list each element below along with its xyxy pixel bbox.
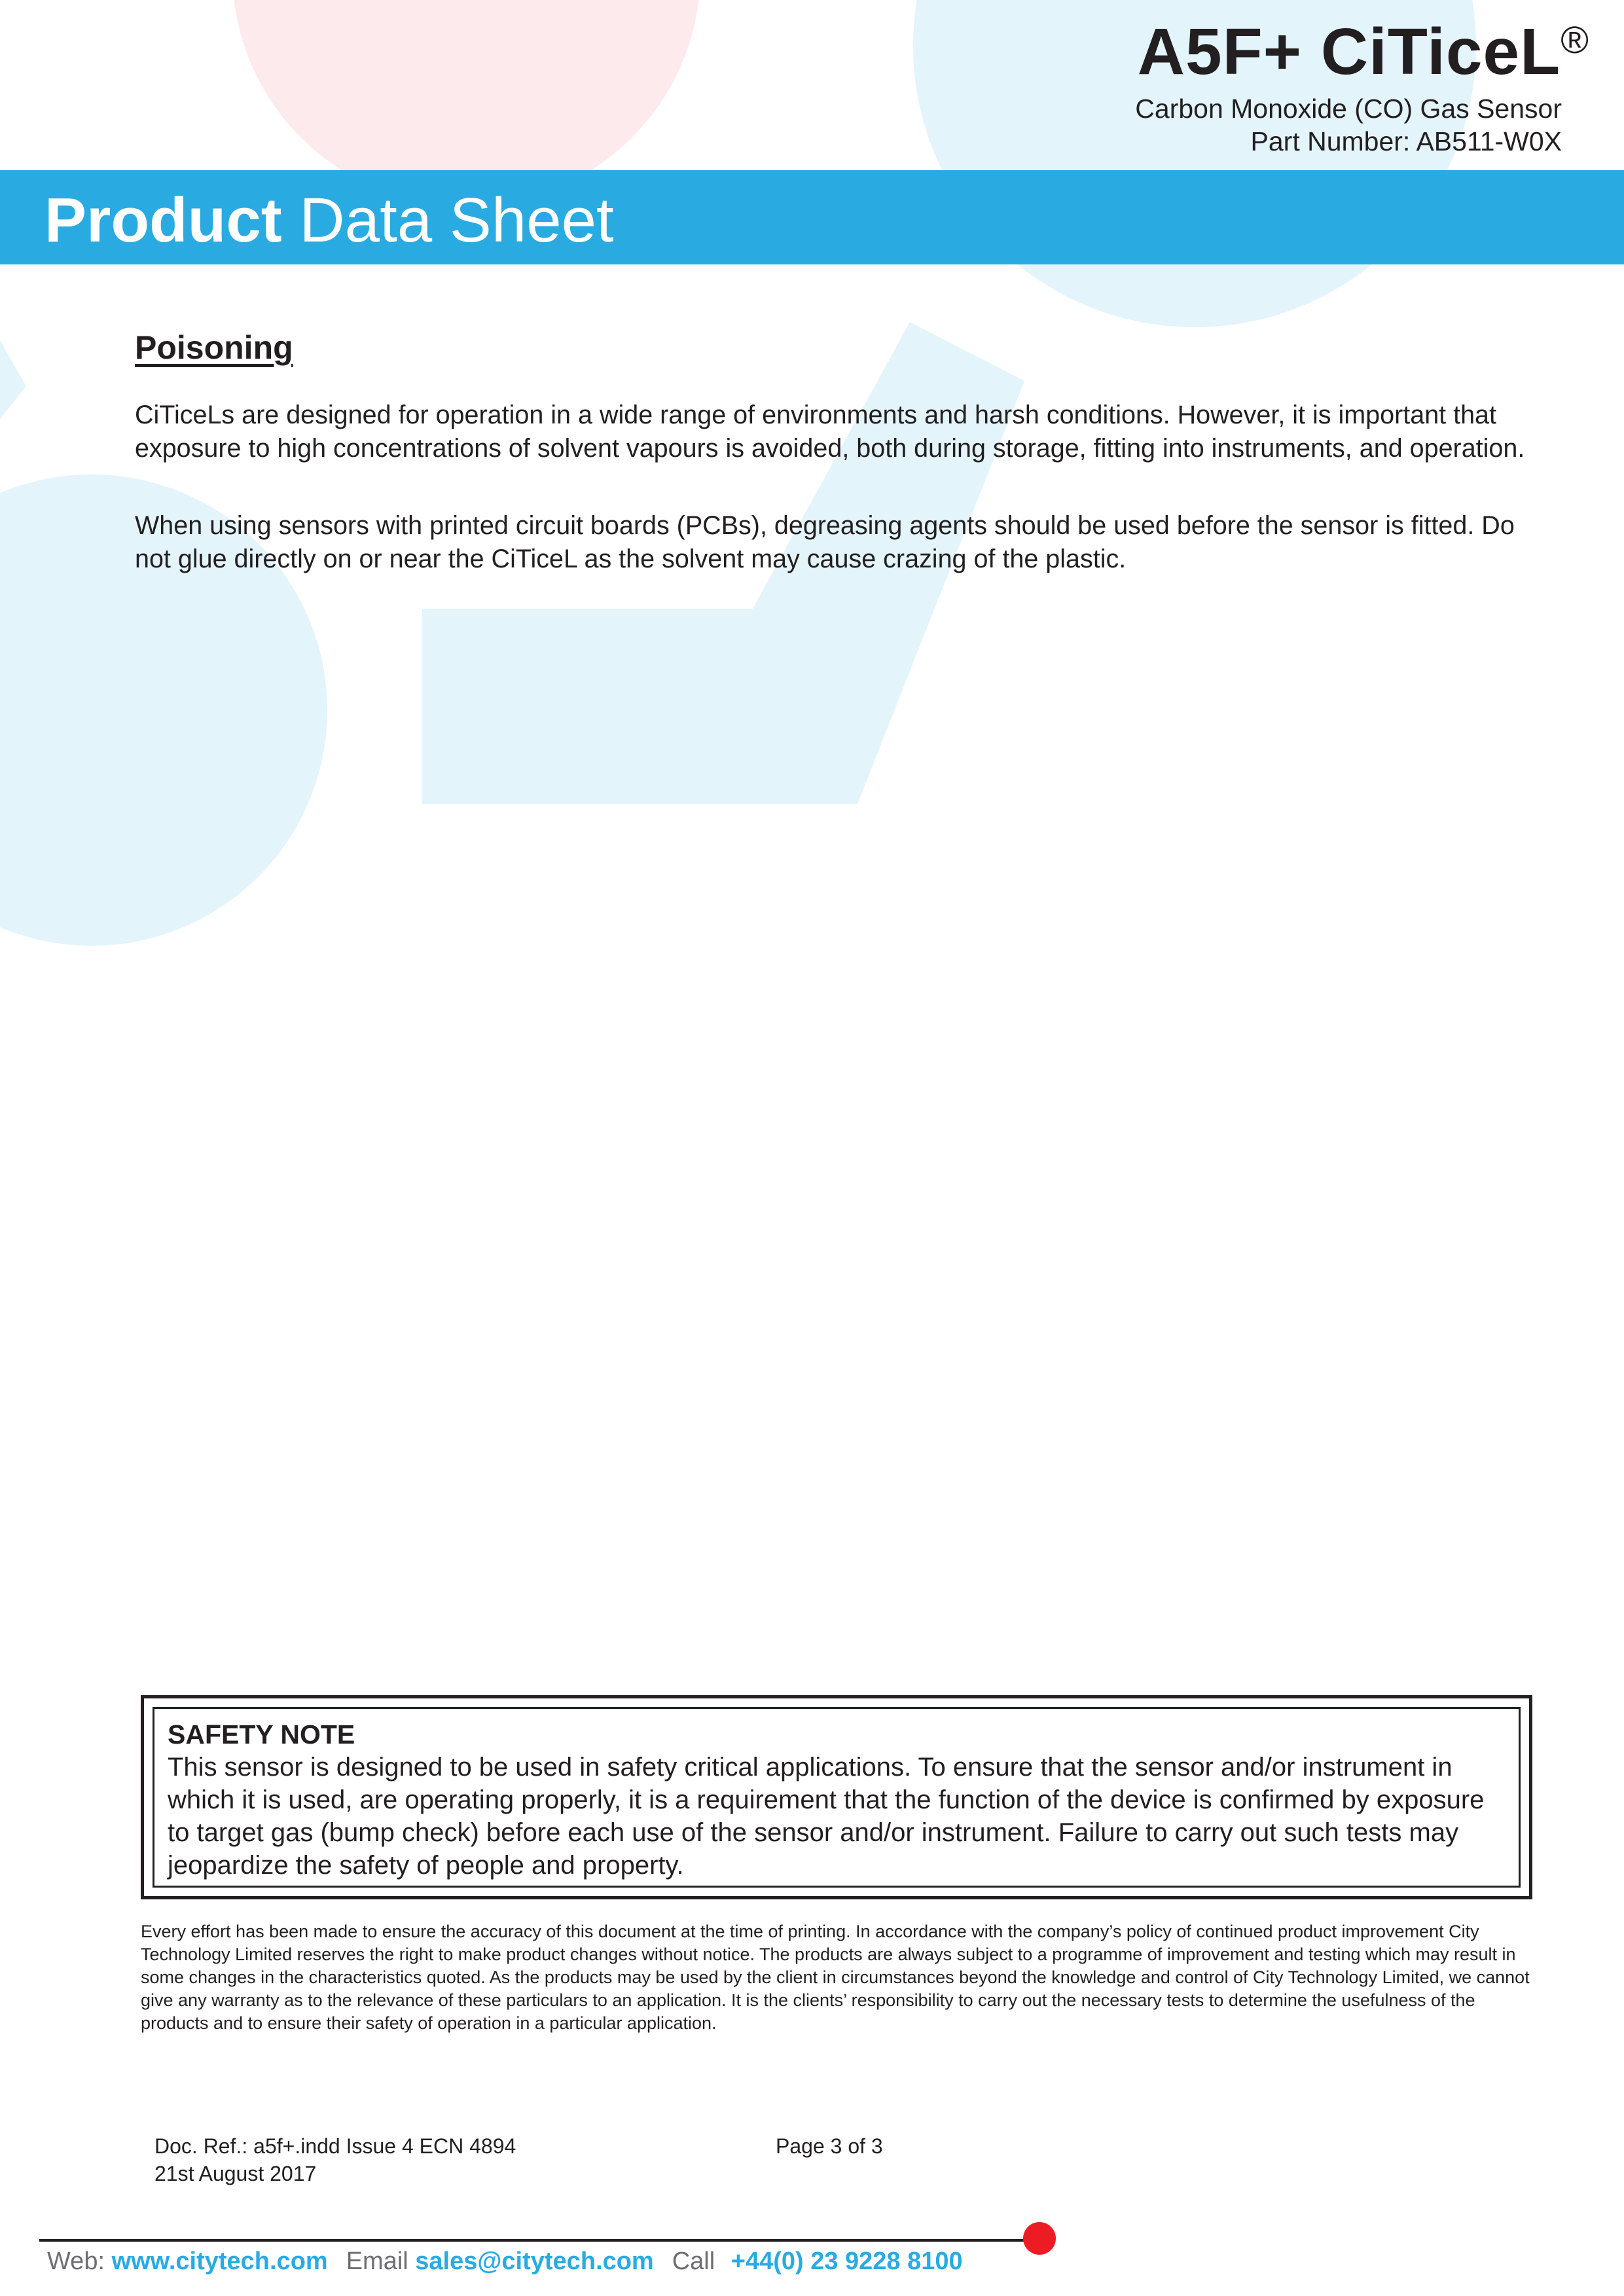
web-label: Web: [47, 2248, 112, 2275]
banner-title: Product Data Sheet [45, 185, 614, 255]
document-reference: Doc. Ref.: a5f+.indd Issue 4 ECN 4894 [154, 2134, 516, 2158]
email-label: Email [346, 2248, 416, 2275]
safety-note-text: This sensor is designed to be used in safety critical applications. To ensure that the sensor and/or instrument in which it is used, are operating properly, it is a requirement that the function of the device is confirmed by exposure to target gas (bump check) before each use of the sensor and/or instrument. Failure to carry out such tests may jeopardize the safety of people and property. [168, 1753, 1485, 1880]
safety-note-title: SAFETY NOTE [168, 1719, 355, 1749]
call-label: Call [672, 2248, 722, 2275]
title-banner [0, 170, 1624, 264]
body-paragraph: CiTiceLs are designed for operation in a wide range of environments and harsh conditions. However, it is important that exposure to high concentrations of solvent vapours is avoided, both during storage, fitting into instruments, and operation. [135, 401, 1525, 463]
body-paragraph: When using sensors with printed circuit boards (PCBs), degreasing agents should be used before the sensor is fitted. Do not glue directly on or near the CiTiceL as the solvent may cause crazing of the plastic. [135, 511, 1515, 573]
email-link[interactable]: sales@citytech.com [415, 2248, 654, 2275]
website-link[interactable]: www.citytech.com [111, 2248, 328, 2275]
safety-note-inner [153, 1707, 1521, 1888]
phone-link[interactable]: +44(0) 23 9228 8100 [731, 2248, 963, 2275]
footer-contact [47, 2248, 963, 2276]
footer-red-dot [1023, 2222, 1056, 2255]
footer-divider [39, 2239, 1039, 2242]
safety-note-box [141, 1695, 1532, 1899]
product-subtitle: Carbon Monoxide (CO) Gas Sensor [1135, 94, 1562, 124]
part-number: Part Number: AB511-W0X [1250, 126, 1562, 156]
registered-mark: ® [1561, 19, 1589, 62]
page-number: Page 3 of 3 [776, 2134, 883, 2158]
document-date: 21st August 2017 [154, 2162, 317, 2185]
section-heading: Poisoning [135, 329, 293, 366]
product-title: A5F+ CiTiceL® [1137, 15, 1589, 88]
disclaimer-text: Every effort has been made to ensure the accuracy of this document at the time of printing. In accordance with the company’s policy of continued product improvement City Technology Limited reserves the right to make product changes without notice. The products are always subject to a programme of improvement and testing which may result in some changes in the characteristics quoted. As the products may be used by the client in circumstances beyond the knowledge and control of City Technology Limited, we cannot give any warranty as to the relevance of these particulars to an application. It is the clients’ responsibility to carry out the necessary tests to determine the usefulness of the products and to ensure their safety of operation in a particular application. [141, 1922, 1530, 2033]
